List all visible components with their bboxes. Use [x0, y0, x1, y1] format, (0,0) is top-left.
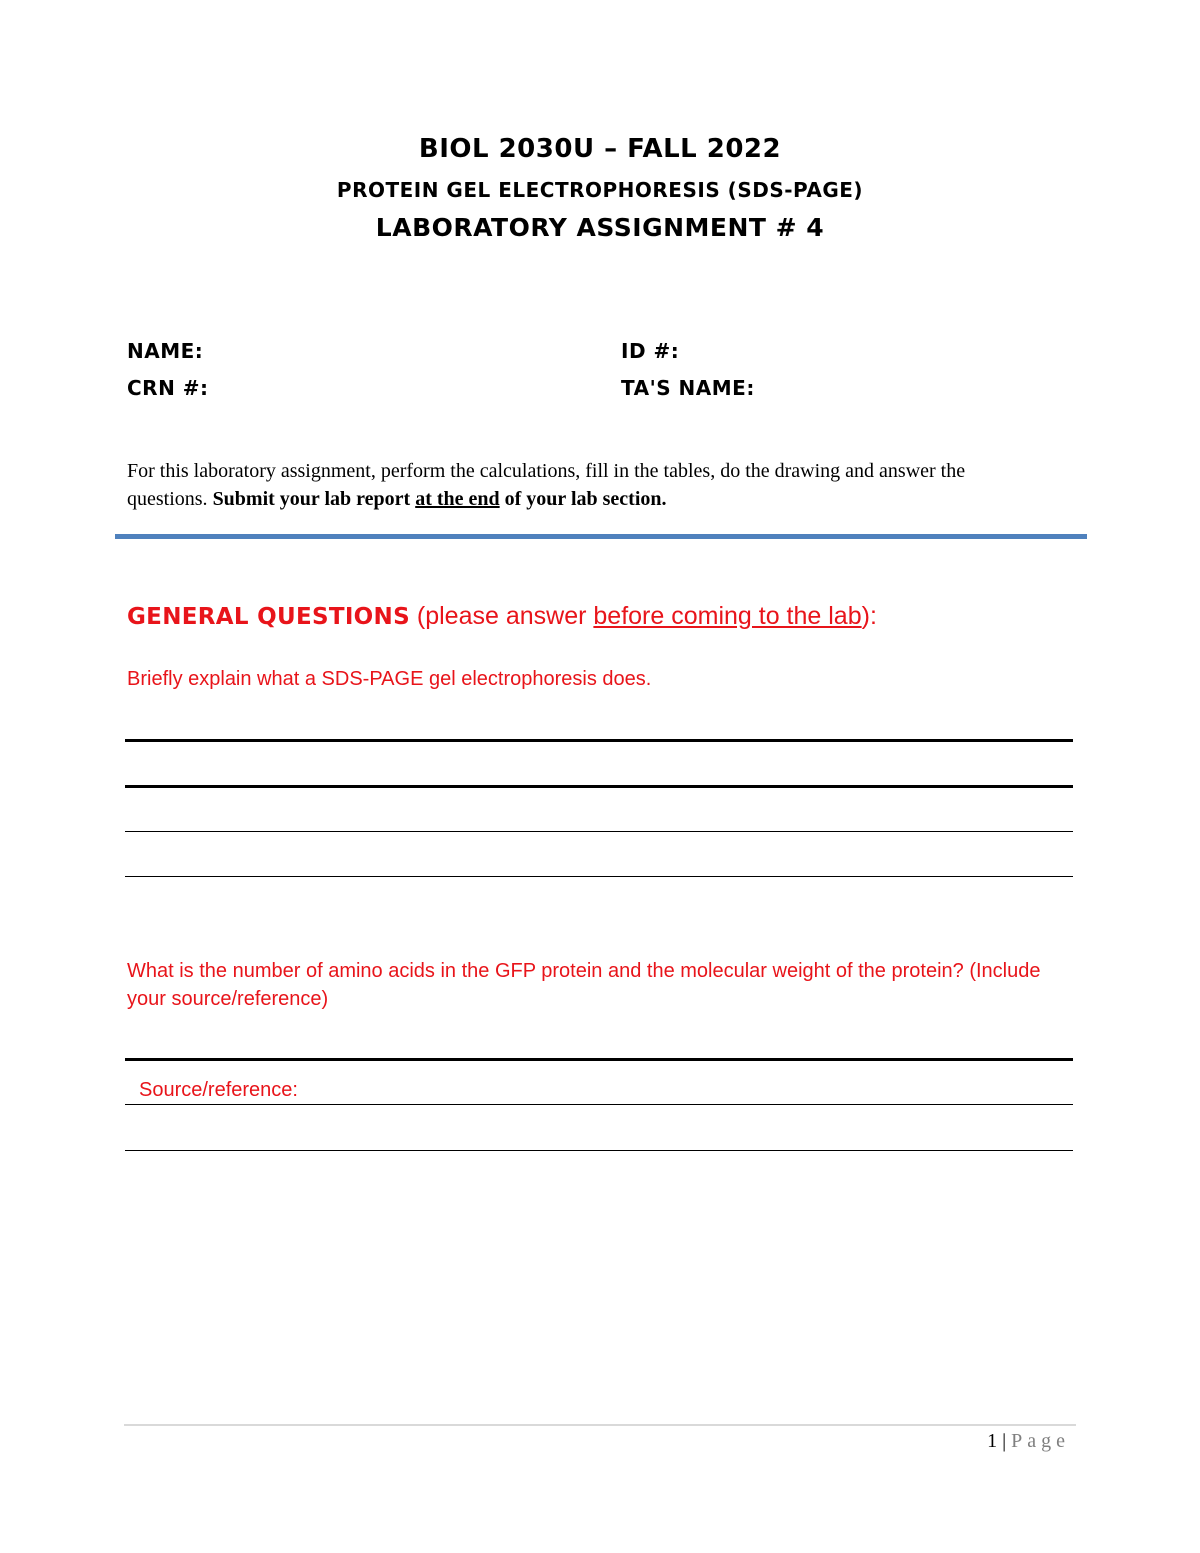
lab-title: PROTEIN GEL ELECTROPHORESIS (SDS-PAGE)	[336, 178, 864, 202]
instructions-emphasis-underlined: at the end	[415, 488, 500, 510]
name-field-label: NAME:	[127, 339, 204, 363]
section-heading-note-suffix: ):	[861, 602, 877, 630]
answer-line[interactable]	[125, 1058, 1073, 1061]
source-reference-label: Source/reference:	[139, 1079, 298, 1101]
instructions-emphasis-1: Submit your lab report	[212, 488, 416, 510]
answer-line[interactable]	[125, 739, 1073, 742]
section-divider	[115, 534, 1087, 539]
answer-line[interactable]	[125, 1104, 1073, 1105]
answer-line[interactable]	[125, 876, 1073, 877]
assignment-title: LABORATORY ASSIGNMENT # 4	[375, 213, 825, 242]
answer-line[interactable]	[125, 1150, 1073, 1151]
section-heading-note-underlined: before coming to the lab	[593, 602, 862, 630]
section-heading-title: GENERAL QUESTIONS	[127, 604, 410, 630]
answer-line[interactable]	[125, 831, 1073, 832]
instructions-paragraph	[127, 457, 1027, 513]
question-1: Briefly explain what a SDS-PAGE gel electrophoresis does.	[127, 668, 652, 690]
page-number: 1	[987, 1430, 998, 1452]
section-heading	[127, 602, 1127, 631]
question-2: What is the number of amino acids in the GFP protein and the molecular weight of the protein? (Include your source/reference)	[127, 960, 1041, 1010]
page-footer	[987, 1430, 1070, 1453]
ta-name-field-label: TA'S NAME:	[621, 376, 755, 400]
instructions-text: For this laboratory assignment, perform the calculations, fill in the tables, do the drawing and answer the questions.	[127, 460, 966, 510]
section-heading-note-prefix: (please answer	[409, 602, 594, 630]
page-word: Page	[1011, 1430, 1070, 1452]
answer-line[interactable]	[125, 785, 1073, 788]
footer-divider	[124, 1424, 1076, 1426]
id-field-label: ID #:	[621, 339, 680, 363]
page-separator: |	[997, 1430, 1012, 1452]
crn-field-label: CRN #:	[127, 376, 209, 400]
instructions-emphasis-2: of your lab section.	[499, 488, 667, 510]
course-title: BIOL 2030U – FALL 2022	[418, 134, 782, 164]
